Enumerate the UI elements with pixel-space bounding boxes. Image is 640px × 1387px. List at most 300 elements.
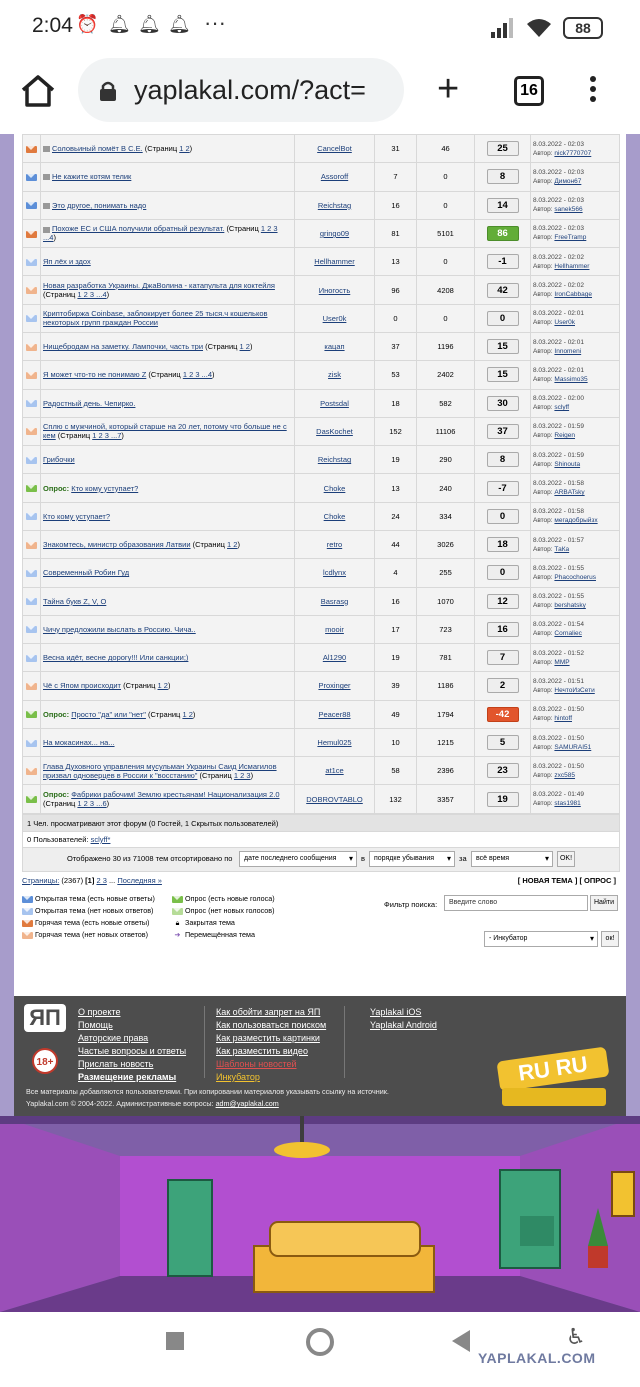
topic-title-link[interactable]: Радостный день. Чепирко.	[43, 398, 136, 408]
last-author-link[interactable]: FreeTramp	[554, 234, 587, 242]
topic-replies: 39	[375, 672, 417, 700]
address-bar[interactable]	[78, 58, 404, 122]
topic-title-link[interactable]: Фабрики рабочим! Землю крестьянам! Национализация 2.0	[71, 790, 280, 800]
browser-menu-icon[interactable]	[585, 72, 601, 106]
topic-last-post-cell	[531, 219, 620, 247]
url-text[interactable]: yaplakal.com/?act=	[134, 75, 366, 105]
topic-last-post-cell	[531, 785, 620, 814]
topic-pages-suffix: )	[189, 144, 193, 154]
topic-title-link[interactable]: Знакомтесь, министр образования Латвии	[43, 540, 191, 550]
last-post-date: 8.03.2022 - 02:02	[533, 253, 584, 261]
topic-title-link[interactable]: Современный Робин Гуд	[43, 568, 130, 578]
topic-pages-link[interactable]: 1 2	[239, 342, 250, 352]
last-author-prefix: Автор:	[533, 149, 553, 157]
rating-badge[interactable]: -42	[487, 707, 519, 722]
last-author-link[interactable]: ARBATsky	[554, 489, 585, 497]
home-icon[interactable]	[20, 74, 56, 108]
topic-rating-cell	[475, 332, 531, 360]
last-post-date: 8.03.2022 - 01:50	[533, 734, 584, 742]
forum-jump-select[interactable]: - Инкубатор ▾	[484, 931, 598, 947]
pagination-dots: ...	[108, 876, 116, 885]
topic-author-cell	[295, 389, 375, 417]
rating-badge[interactable]: 23	[487, 763, 519, 778]
notification-bell-icon: 🔔︎	[108, 14, 131, 34]
topic-author-link[interactable]: Hellhammer	[314, 257, 355, 267]
rating-badge[interactable]: -1	[487, 254, 519, 269]
rating-badge[interactable]: 15	[487, 339, 519, 354]
topic-replies: 16	[375, 191, 417, 219]
topic-pages-link[interactable]: 1 2	[182, 709, 193, 719]
last-post-date: 8.03.2022 - 02:03	[533, 225, 584, 233]
topic-author-link[interactable]: Hemul025	[317, 738, 352, 748]
topic-title-cell	[41, 559, 295, 587]
last-author-link[interactable]: MMP	[554, 658, 570, 666]
rating-badge[interactable]: -7	[487, 481, 519, 496]
rating-badge[interactable]: 2	[487, 678, 519, 693]
topic-title-link[interactable]: Сплю с мужчиной, который старше на 20 лет, потому что больше не с кем	[43, 422, 287, 441]
topic-rating-cell	[475, 502, 531, 530]
hot-new-icon	[26, 231, 37, 238]
topic-title-link[interactable]: Глава Духовного управления мусульман Украины Саид Исмагилов призвал одноверцев в России к "восстанию"	[43, 761, 277, 780]
last-author-link[interactable]: Hellhammer	[554, 262, 590, 270]
table-row[interactable]	[23, 446, 620, 474]
table-row[interactable]	[23, 587, 620, 615]
topic-author-link[interactable]: Choke	[323, 511, 346, 521]
topic-last-post-cell	[531, 163, 620, 191]
topic-title-link[interactable]: Нищебродам на заметку. Лампочки, часть три	[43, 342, 204, 352]
topic-title-cell	[41, 672, 295, 700]
topic-actions	[518, 876, 616, 885]
footer-link[interactable]: Как разместить картинки	[216, 1033, 320, 1043]
topic-title-link[interactable]: Не кажите котям телик	[52, 172, 132, 182]
topic-author-link[interactable]: Basrasg	[320, 596, 349, 606]
last-author-link[interactable]: zxc585	[554, 771, 576, 779]
recents-icon[interactable]	[166, 1332, 184, 1350]
topic-views: 2396	[417, 757, 475, 785]
rating-badge[interactable]: 86	[487, 226, 519, 241]
footer-link[interactable]: Как обойти запрет на ЯП	[216, 1007, 321, 1017]
topic-last-post-cell	[531, 615, 620, 643]
table-row[interactable]	[23, 191, 620, 219]
topic-author-link[interactable]: Assoroff	[320, 172, 349, 182]
topic-replies: 13	[375, 248, 417, 276]
topic-status-cell	[23, 446, 41, 474]
topic-author-link[interactable]: Иногость	[318, 285, 351, 295]
topic-author-link[interactable]: User0k	[322, 313, 347, 323]
topic-author-cell	[295, 219, 375, 247]
topic-last-post-cell	[531, 502, 620, 530]
table-row[interactable]	[23, 219, 620, 247]
rating-badge[interactable]: 25	[487, 141, 519, 156]
poll-old-icon	[172, 908, 183, 915]
topic-author-cell	[295, 304, 375, 332]
last-author-link[interactable]: hintoff	[554, 715, 572, 723]
table-row[interactable]	[23, 559, 620, 587]
topic-last-post-cell	[531, 361, 620, 389]
forum-stats	[22, 814, 620, 872]
topic-rating-cell	[475, 530, 531, 558]
table-row[interactable]	[23, 644, 620, 672]
last-post-date: 8.03.2022 - 01:54	[533, 621, 584, 629]
topic-author-link[interactable]: Choke	[323, 483, 346, 493]
last-author-link[interactable]: Massimo35	[554, 375, 588, 383]
footer-link[interactable]: Авторские права	[78, 1033, 149, 1043]
last-author-prefix: Автор:	[533, 489, 553, 497]
last-author-link[interactable]: sanek566	[554, 206, 583, 214]
footer-link[interactable]: Помощь	[78, 1020, 113, 1030]
rating-badge[interactable]: 7	[487, 650, 519, 665]
home-nav-icon[interactable]	[306, 1328, 334, 1356]
search-button[interactable]: Найти	[590, 895, 618, 911]
rating-badge[interactable]: 37	[487, 424, 519, 439]
rating-badge[interactable]: 15	[487, 367, 519, 382]
topic-author-cell	[295, 163, 375, 191]
footer-link[interactable]: Размещение рекламы	[78, 1072, 177, 1082]
topic-replies: 49	[375, 700, 417, 728]
topic-author-link[interactable]: DasKochet	[316, 426, 353, 436]
topic-author-cell	[295, 728, 375, 756]
topic-author-cell	[295, 276, 375, 304]
notification-bell-icon-3: 🔔︎	[168, 14, 191, 34]
last-author-prefix: Автор:	[533, 432, 553, 440]
footer-link[interactable]: Частые вопросы и ответы	[78, 1046, 187, 1056]
last-post-date: 8.03.2022 - 02:02	[533, 282, 584, 290]
topic-rating-cell	[475, 219, 531, 247]
topic-author-link[interactable]: gringo09	[319, 228, 350, 238]
table-row[interactable]	[23, 389, 620, 417]
topic-pages-suffix: )	[237, 540, 240, 550]
topic-status-cell	[23, 332, 41, 360]
new-topic-button[interactable]: [ НОВАЯ ТЕМА ]	[517, 876, 578, 885]
users-info	[22, 832, 620, 848]
last-author-prefix: Автор:	[533, 573, 553, 581]
last-post-date: 8.03.2022 - 01:51	[533, 677, 584, 685]
last-author-prefix: Автор:	[533, 347, 553, 355]
rating-badge[interactable]: 30	[487, 396, 519, 411]
age-badge: 18+	[32, 1048, 58, 1074]
topic-author-cell	[295, 587, 375, 615]
rating-badge[interactable]: 14	[487, 198, 519, 213]
topic-rating-cell	[475, 615, 531, 643]
topic-list	[22, 134, 620, 814]
last-author-link[interactable]: Innomeni	[554, 347, 582, 355]
rating-badge[interactable]: 0	[487, 565, 519, 580]
last-author-prefix: Автор:	[533, 545, 553, 553]
footer-link[interactable]: Инкубатор	[216, 1072, 260, 1082]
topic-title-cell	[41, 191, 295, 219]
topic-views: 1196	[417, 332, 475, 360]
topic-views: 0	[417, 191, 475, 219]
rating-badge[interactable]: 42	[487, 283, 519, 298]
last-author-prefix: Автор:	[533, 630, 553, 638]
sort-by-select[interactable]: дате последнего сообщения ▾	[239, 851, 357, 867]
topic-title-link[interactable]: Грибочки	[43, 455, 75, 465]
rating-badge[interactable]: 5	[487, 735, 519, 750]
new-tab-button[interactable]: +	[437, 68, 460, 110]
topic-status-cell	[23, 474, 41, 502]
topic-title-link[interactable]: Чичу предложили выслать в Россию. Чича..	[43, 624, 196, 634]
topic-pages-link[interactable]: 1 2	[157, 681, 168, 691]
topic-title-link[interactable]: Тайна букв Z, V, O	[43, 596, 107, 606]
topic-pages-link[interactable]: 1 2 3 ...4	[77, 290, 107, 300]
footer-link[interactable]: Как разместить видео	[216, 1046, 308, 1056]
hot-old-icon	[26, 542, 37, 549]
pagination-label[interactable]: Страницы:	[22, 876, 60, 885]
topic-author-link[interactable]: кацап	[324, 342, 345, 352]
footer-link[interactable]: Как пользоваться поиском	[216, 1020, 327, 1030]
topic-title-cell	[41, 615, 295, 643]
topic-author-link[interactable]: Reichstag	[317, 455, 352, 465]
table-row[interactable]	[23, 474, 620, 502]
footer-link[interactable]: Шаблоны новостей	[216, 1059, 297, 1069]
topic-views: 4208	[417, 276, 475, 304]
watermark: YAPLAKAL.COM	[478, 1350, 596, 1366]
topic-author-link[interactable]: Peacer88	[318, 709, 351, 719]
last-post-date: 8.03.2022 - 02:01	[533, 310, 584, 318]
table-row[interactable]	[23, 248, 620, 276]
topic-pages-link[interactable]: 1 2 3 ...4	[182, 370, 213, 380]
footer-link[interactable]: О проекте	[78, 1007, 121, 1017]
topic-author-link[interactable]: Proxinger	[318, 681, 351, 691]
topic-views: 2402	[417, 361, 475, 389]
last-author-prefix: Автор:	[533, 460, 553, 468]
topic-pages-suffix: )	[121, 431, 124, 441]
table-row[interactable]	[23, 615, 620, 643]
rating-badge[interactable]: 12	[487, 594, 519, 609]
topic-author-cell	[295, 332, 375, 360]
attachment-icon	[43, 227, 50, 233]
table-row[interactable]	[23, 276, 620, 304]
topic-views: 46	[417, 135, 475, 163]
poll-new-icon	[172, 896, 183, 903]
topic-pages-link[interactable]: 1 2 3 ...4	[43, 224, 278, 243]
rating-badge[interactable]: 0	[487, 311, 519, 326]
topic-pages-prefix: (Страниц	[43, 799, 76, 809]
rating-badge[interactable]: 0	[487, 509, 519, 524]
topic-rating-cell	[475, 785, 531, 814]
last-author-prefix: Автор:	[533, 517, 553, 525]
footer-note: Все материалы добавляются пользователями. При копировании материалов указывать ссылку на источник.	[26, 1087, 389, 1096]
topic-title-link[interactable]: Я может что-то не понимаю Z	[43, 370, 147, 380]
topic-pages-link[interactable]: 1 2 3 ...6	[77, 799, 107, 809]
last-author-prefix: Автор:	[533, 404, 553, 412]
topic-author-link[interactable]: CancelBot	[317, 144, 352, 154]
topic-author-link[interactable]: Postsdal	[320, 398, 349, 408]
hot-new-icon	[26, 146, 37, 153]
last-author-prefix: Автор:	[533, 686, 553, 694]
new-poll-button[interactable]: [ ОПРОС ]	[579, 876, 616, 885]
rating-badge[interactable]: 19	[487, 792, 519, 807]
topic-title-link[interactable]: Чё с Япом происходит	[43, 681, 121, 691]
last-author-link[interactable]: stas1981	[554, 800, 581, 808]
accessibility-icon[interactable]: ♿︎	[566, 1324, 586, 1349]
table-row[interactable]	[23, 163, 620, 191]
last-author-link[interactable]: Phacochoerus	[554, 573, 596, 581]
last-author-prefix: Автор:	[533, 177, 553, 185]
status-time: 2:04	[32, 14, 73, 37]
table-row[interactable]	[23, 332, 620, 360]
topic-replies: 53	[375, 361, 417, 389]
rating-badge[interactable]: 16	[487, 622, 519, 637]
topic-rating-cell	[475, 474, 531, 502]
last-author-link[interactable]: Reigen	[554, 432, 576, 440]
table-row[interactable]	[23, 135, 620, 163]
topic-status-cell	[23, 728, 41, 756]
last-author-link[interactable]: ТаКа	[554, 545, 570, 553]
topic-last-post-cell	[531, 559, 620, 587]
site-logo[interactable]: ЯП	[24, 1004, 66, 1032]
user-link[interactable]: sclyff*	[90, 835, 111, 844]
topic-author-link[interactable]: at1ce	[325, 766, 344, 776]
last-author-prefix: Автор:	[533, 234, 553, 242]
topic-status-cell	[23, 785, 41, 814]
table-row[interactable]	[23, 502, 620, 530]
topic-views: 1186	[417, 672, 475, 700]
last-author-link[interactable]: Димон67	[554, 177, 582, 185]
topic-status-cell	[23, 276, 41, 304]
table-row[interactable]	[23, 417, 620, 445]
topic-title-cell	[41, 361, 295, 389]
topic-status-cell	[23, 615, 41, 643]
sort-ok-button[interactable]: OK!	[557, 851, 575, 867]
topic-title-link[interactable]: Это другое, понимать надо	[52, 200, 147, 210]
topic-title-link[interactable]: Криптобиржа Coinbase, заблокирует более 25 тыся.ч кошельков некоторых групп граждан России	[43, 309, 268, 328]
last-author-link[interactable]: User0k	[554, 319, 575, 327]
topic-pages-link[interactable]: 1 2 3 ...7	[92, 431, 122, 441]
table-row[interactable]	[23, 672, 620, 700]
open-old-icon	[26, 315, 37, 322]
last-post-date: 8.03.2022 - 02:03	[533, 140, 584, 148]
topic-title-link[interactable]: Похоже ЕС и США получили обратный результат.	[52, 224, 225, 234]
topic-author-link[interactable]: Reichstag	[317, 200, 352, 210]
notification-bell-icon-2: 🔔︎	[138, 14, 161, 34]
last-author-link[interactable]: IronCabbage	[554, 291, 592, 299]
topic-replies: 18	[375, 389, 417, 417]
pagination-pages[interactable]: 2 3	[96, 876, 107, 885]
topic-author-cell	[295, 135, 375, 163]
order-select[interactable]: порядке убывания ▾	[369, 851, 455, 867]
open-old-icon	[26, 570, 37, 577]
decorative-room-illustration	[0, 1116, 640, 1312]
topic-title-link[interactable]: Кто кому уступает?	[71, 483, 139, 493]
last-author-link[interactable]: мегадобрыйзх	[554, 517, 598, 525]
footer-link[interactable]: Yaplakal Android	[370, 1020, 437, 1030]
table-row[interactable]	[23, 304, 620, 332]
topic-rating-cell	[475, 248, 531, 276]
topic-title-link[interactable]: Новая разработка Украины. ДжаВолина - катапульта для коктейля	[43, 281, 275, 291]
last-post-date: 8.03.2022 - 02:03	[533, 197, 584, 205]
last-author-link[interactable]: sclyff	[554, 404, 570, 412]
topic-title-link[interactable]: Кто кому уступает?	[43, 511, 111, 521]
last-author-link[interactable]: SAMURAI51	[554, 743, 592, 751]
topic-last-post-cell	[531, 587, 620, 615]
hot-old-icon	[26, 287, 37, 294]
last-author-link[interactable]: nick7770707	[554, 149, 592, 157]
topic-title-link[interactable]: Весна идёт, весне дорогу!!! Или санкции;)	[43, 653, 189, 663]
topic-replies: 7	[375, 163, 417, 191]
last-author-link[interactable]: Shinouta	[554, 460, 581, 468]
topic-last-post-cell	[531, 135, 620, 163]
topic-status-cell	[23, 417, 41, 445]
topic-views: 0	[417, 163, 475, 191]
topic-last-post-cell	[531, 417, 620, 445]
topic-status-cell	[23, 361, 41, 389]
topic-title-cell	[41, 135, 295, 163]
topic-pages-prefix: (Страниц	[148, 370, 181, 380]
rating-badge[interactable]: 8	[487, 452, 519, 467]
search-label: Фильтр поиска:	[384, 900, 438, 909]
topic-views: 334	[417, 502, 475, 530]
topic-pages-prefix: (Страниц	[192, 540, 225, 550]
table-row[interactable]	[23, 728, 620, 756]
search-input[interactable]: Введите слово	[444, 895, 588, 911]
last-post-date: 8.03.2022 - 02:00	[533, 395, 584, 403]
topic-replies: 19	[375, 644, 417, 672]
table-row[interactable]	[23, 785, 620, 814]
topic-pages-link[interactable]: 1 2	[179, 144, 190, 154]
table-row[interactable]	[23, 700, 620, 728]
topic-title-link[interactable]: На мокасинах... на...	[43, 738, 115, 748]
users-prefix: 0 Пользователей:	[27, 835, 89, 844]
topic-title-cell	[41, 248, 295, 276]
last-author-link[interactable]: НечтоИзСети	[554, 686, 595, 694]
pagination-last[interactable]: Последняя »	[117, 876, 162, 885]
moved-icon: ➔	[174, 930, 181, 939]
topic-rating-cell	[475, 304, 531, 332]
admin-email-link[interactable]: adm@yaplakal.com	[215, 1099, 279, 1108]
android-nav-bar	[0, 1312, 640, 1387]
hot-old-icon	[22, 932, 33, 939]
topic-last-post-cell	[531, 757, 620, 785]
topic-author-link[interactable]: lcdlynx	[323, 568, 346, 578]
topic-pages-prefix: (Страниц	[226, 224, 259, 234]
table-row[interactable]	[23, 530, 620, 558]
topic-pages-link[interactable]: 1 2	[227, 540, 238, 550]
forum-jump-button[interactable]: ок!	[601, 931, 619, 947]
table-row[interactable]	[23, 757, 620, 785]
footer-link[interactable]: Yaplakal iOS	[370, 1007, 422, 1017]
last-author-link[interactable]: Cornaliec	[554, 630, 582, 638]
topic-rating-cell	[475, 644, 531, 672]
attachment-icon	[43, 146, 50, 152]
topic-author-link[interactable]: Al1290	[322, 653, 347, 663]
topic-author-link[interactable]: zisk	[328, 370, 341, 380]
topic-title-link[interactable]: Соловьиный помёт В С.Е.	[52, 144, 143, 154]
topic-pages-link[interactable]: 1 2 3	[233, 770, 251, 780]
tab-switcher-button[interactable]: 16	[514, 76, 544, 106]
topic-author-link[interactable]: DOBROVTABLO	[306, 794, 363, 804]
topic-pages-suffix: )	[250, 770, 254, 780]
period-select[interactable]: всё время ▾	[471, 851, 553, 867]
topic-title-link[interactable]: Яп лёх и здох	[43, 257, 91, 267]
footer-link[interactable]: Прислать новость	[78, 1059, 154, 1069]
topic-title-link[interactable]: Просто "да" или "нет"	[71, 709, 146, 719]
rating-badge[interactable]: 18	[487, 537, 519, 552]
topic-last-post-cell	[531, 276, 620, 304]
topic-author-link[interactable]: mooir	[325, 624, 344, 634]
back-icon[interactable]	[452, 1330, 470, 1352]
topic-author-link[interactable]: retro	[326, 540, 343, 550]
topic-replies: 58	[375, 757, 417, 785]
topic-last-post-cell	[531, 304, 620, 332]
last-author-link[interactable]: bershatsky	[554, 602, 586, 610]
topic-author-cell	[295, 615, 375, 643]
topic-replies: 132	[375, 785, 417, 814]
table-row[interactable]	[23, 361, 620, 389]
topic-rating-cell	[475, 700, 531, 728]
topic-status-cell	[23, 389, 41, 417]
rating-badge[interactable]: 8	[487, 169, 519, 184]
